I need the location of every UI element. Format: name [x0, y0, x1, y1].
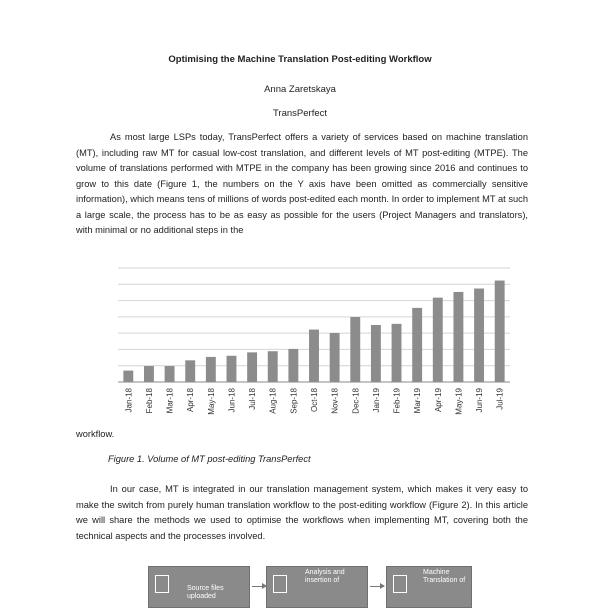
paragraph-integration: In our case, MT is integrated in our translation management system, which makes it very easy to make the switch from purely human translation workflow to the post-editing workflow (Figure 2). In this article we will share the methods we used to optimise the workflows when implementing MT, covering both the technical aspects and the processes involved. — [76, 484, 528, 541]
bar-mar-18 — [165, 366, 175, 382]
bar-feb-18 — [144, 366, 154, 382]
x-tick-label: May-19 — [454, 388, 464, 415]
workflow-box-label: Machine Translation of — [423, 569, 466, 584]
translation-icon — [393, 575, 407, 593]
workflow-arrow — [370, 586, 384, 587]
x-tick-label: Mar-19 — [413, 388, 423, 414]
bar-jun-19 — [474, 289, 484, 382]
bar-jul-19 — [495, 281, 505, 382]
x-tick-label: Jan-19 — [371, 388, 381, 413]
bar-apr-19 — [433, 298, 443, 382]
workflow-arrow — [252, 586, 266, 587]
document-icon — [155, 575, 169, 593]
bar-jul-18 — [247, 352, 257, 382]
x-tick-label: Nov-18 — [330, 388, 340, 414]
author-name: Anna Zaretskaya — [264, 84, 336, 95]
x-tick-label: Feb-18 — [144, 388, 154, 414]
workflow-box-analysis — [266, 566, 368, 608]
bar-aug-18 — [268, 351, 278, 382]
x-tick-label: Jul-18 — [248, 388, 258, 410]
bar-jun-18 — [227, 356, 237, 382]
paragraph-intro-continued: workflow. — [76, 429, 115, 439]
x-tick-label: Jan-18 — [124, 388, 134, 413]
bar-dec-18 — [350, 317, 360, 382]
workflow-box-label: Source files uploaded — [187, 585, 224, 600]
x-tick-label: Mar-18 — [165, 388, 175, 414]
analysis-icon — [273, 575, 287, 593]
bar-may-19 — [453, 292, 463, 382]
x-tick-label: Feb-19 — [392, 388, 402, 414]
bar-mar-19 — [412, 308, 422, 382]
figure1-bar-chart — [112, 258, 512, 428]
x-tick-label: Oct-18 — [310, 388, 319, 413]
x-tick-label: Jun-18 — [227, 388, 237, 413]
bar-apr-18 — [185, 360, 195, 382]
paper-title: Optimising the Machine Translation Post-editing Workflow — [168, 54, 432, 65]
x-tick-label: Jul-19 — [495, 388, 505, 410]
x-tick-label: Sep-18 — [289, 388, 299, 414]
bar-nov-18 — [330, 333, 340, 382]
x-tick-label: Aug-18 — [268, 388, 278, 414]
workflow-box-label: Analysis and insertion of — [305, 569, 345, 584]
x-tick-label: Jun-19 — [475, 388, 485, 413]
author-affiliation: TransPerfect — [272, 108, 328, 119]
bar-jan-19 — [371, 325, 381, 382]
bar-oct-18 — [309, 330, 319, 382]
x-tick-label: Apr-18 — [186, 388, 196, 413]
figure1-caption: Figure 1. Volume of MT post-editing TransPerfect — [108, 454, 311, 464]
workflow-box-machine-translation — [386, 566, 472, 608]
bar-feb-19 — [392, 324, 402, 382]
paragraph-intro: As most large LSPs today, TransPerfect offers a variety of services based on machine translation (MT), including raw MT for casual low-cost translation, and different levels of MT post-editing (MTPE). The volume of translations performed with MTPE in the company has been growing since 2016 and continues to grow to this date (Figure 1, the numbers on the Y axis have been omitted as commercially sensitive information), which means tens of millions of words post-edited each month. In order to implement MT at such a large scale, the process has to be as easy as possible for the users (Project Managers and translators), with minimal or no additional steps in the — [76, 132, 528, 235]
bar-may-18 — [206, 357, 216, 382]
bar-sep-18 — [288, 349, 298, 382]
x-tick-label: Apr-19 — [433, 388, 443, 413]
x-tick-label: May-18 — [206, 388, 216, 415]
bar-jan-18 — [123, 371, 133, 382]
figure2-workflow-diagram — [140, 560, 470, 600]
workflow-box-source-files — [148, 566, 250, 608]
x-tick-label: Dec-18 — [351, 388, 361, 414]
